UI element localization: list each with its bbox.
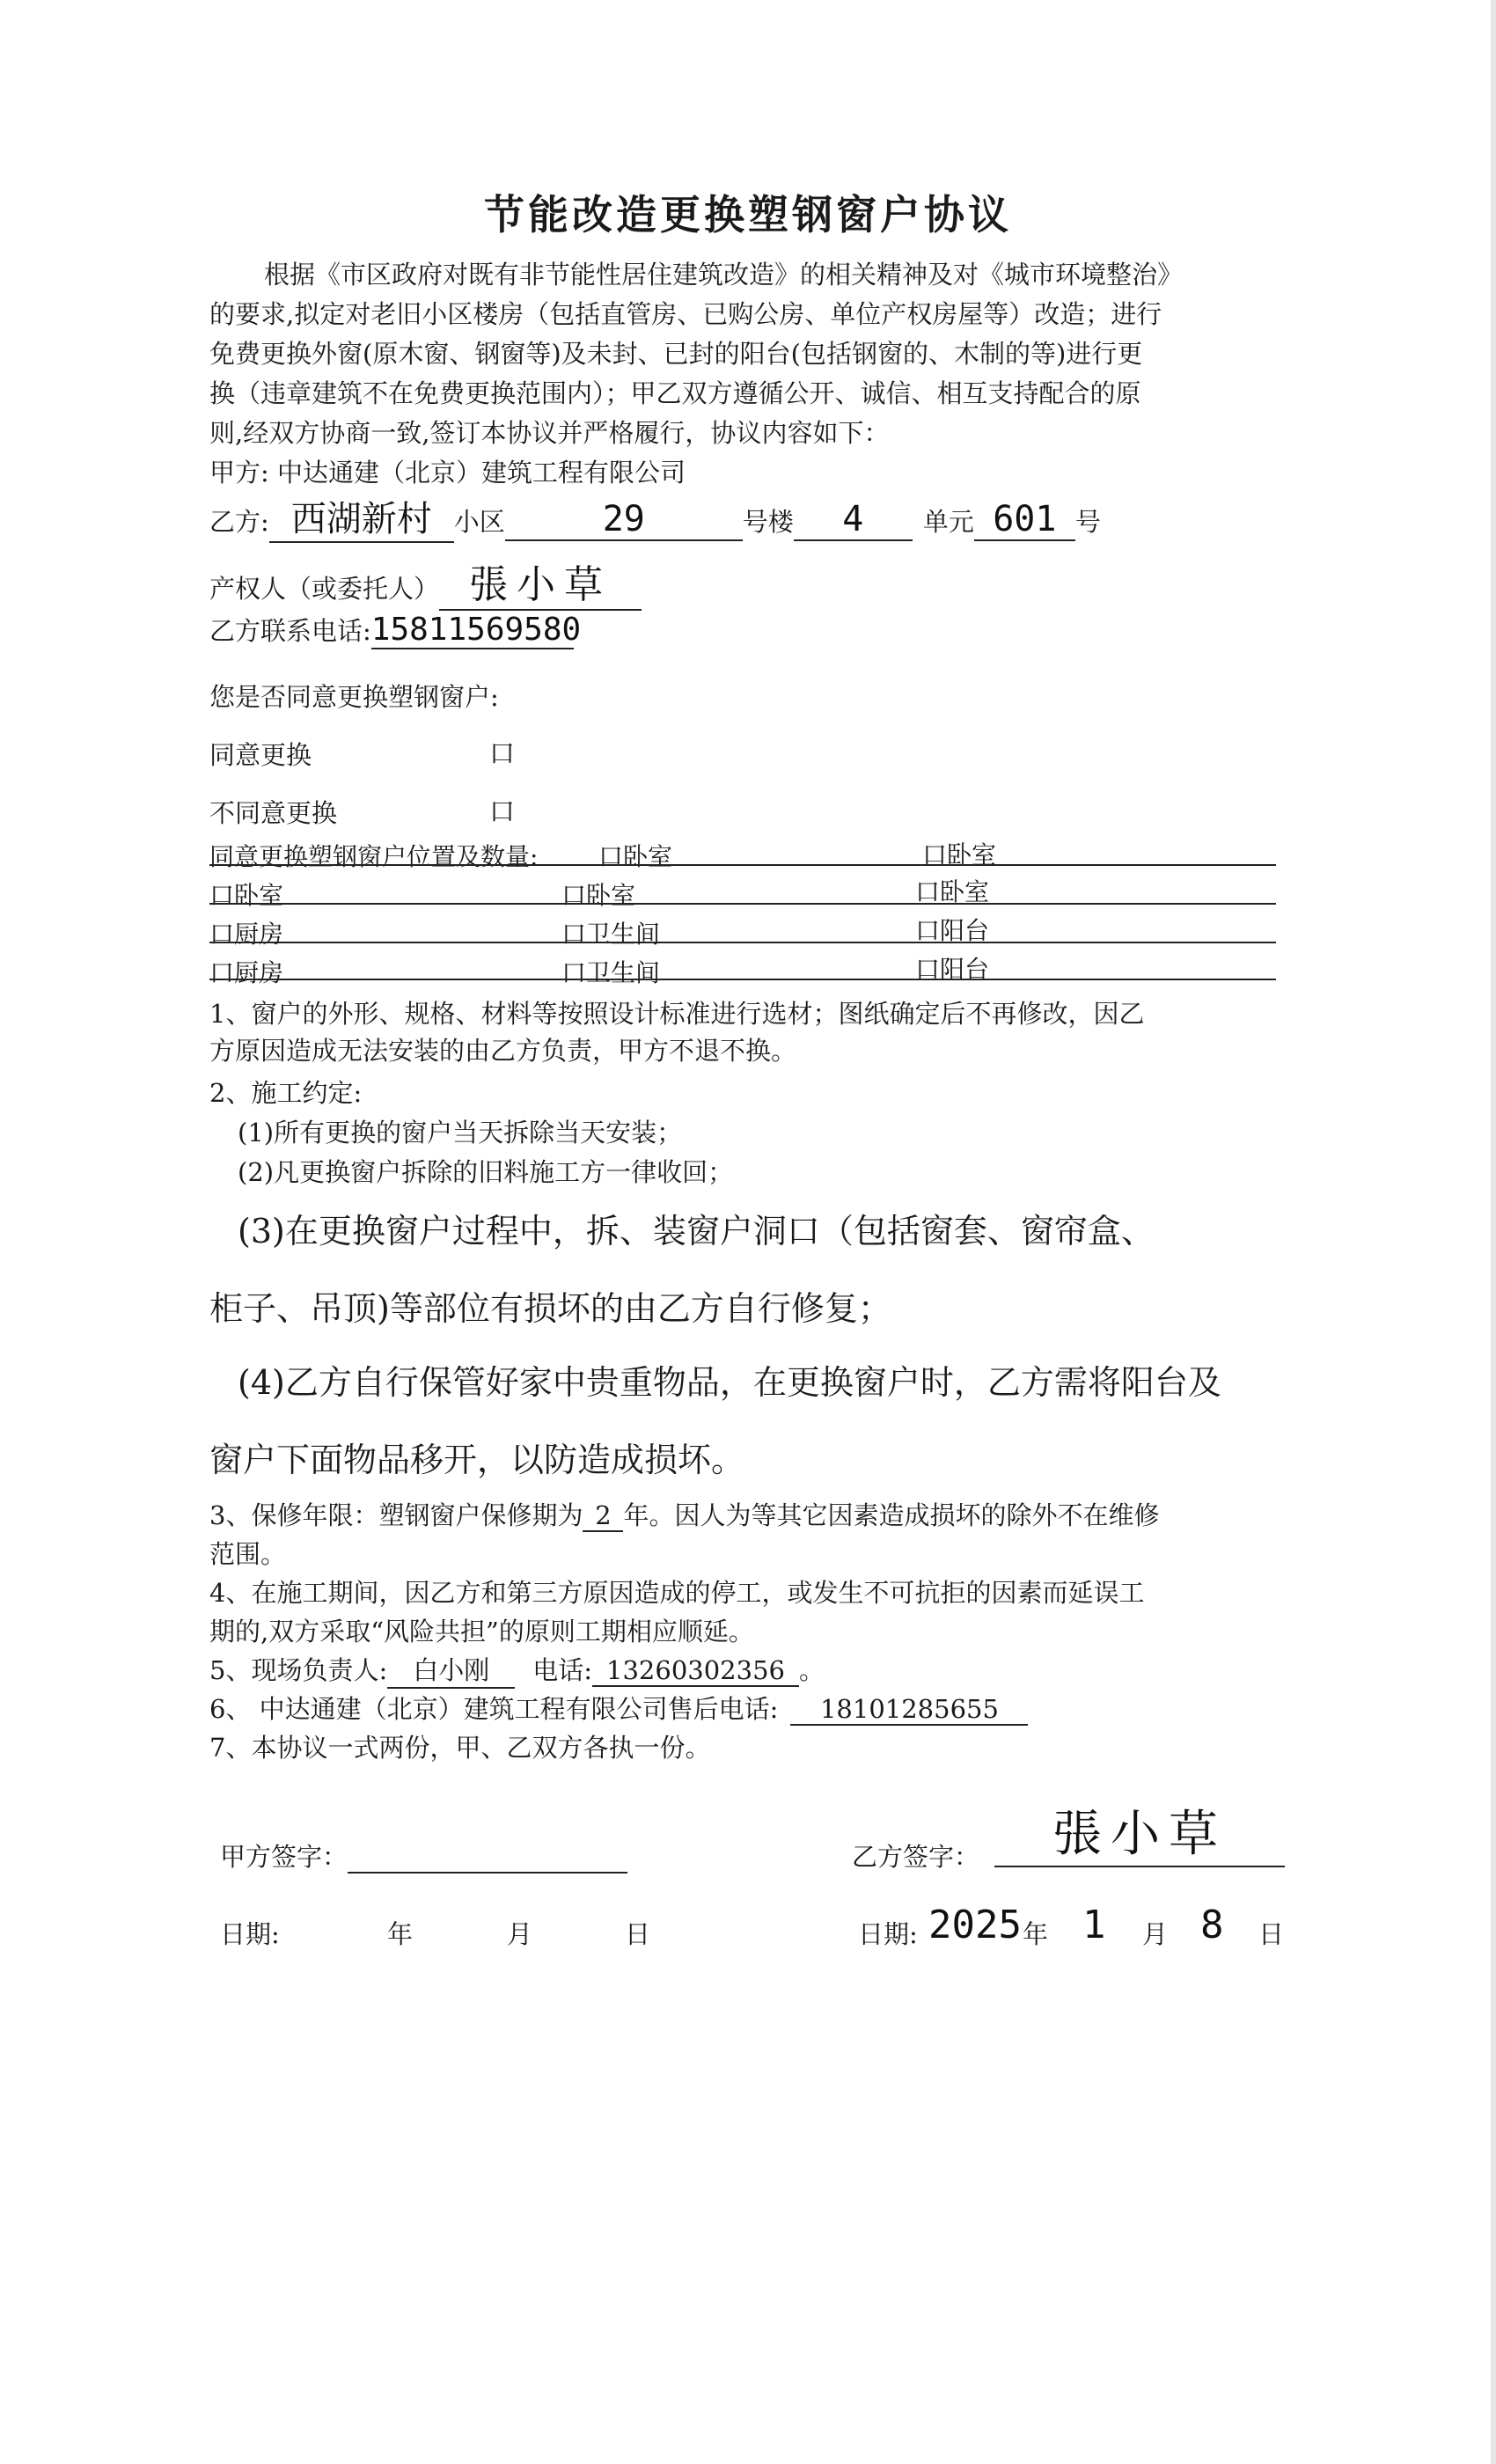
intro-line-4: 换（违章建筑不在免费更换范围内）；甲乙双方遵循公开、诚信、相互支持配合的原 [209, 378, 1141, 408]
party-b-date-day: 日 [1258, 1919, 1285, 1949]
position-r1-c1[interactable]: 口卧室 [561, 881, 636, 910]
building-suffix: 号楼 [742, 507, 794, 537]
party-b-date-day-value[interactable]: 8 [1200, 1903, 1224, 1947]
owner-label: 产权人（或委托人） [209, 574, 440, 604]
table-rule-1 [209, 864, 1276, 866]
position-r1-c0[interactable]: 口卧室 [209, 881, 284, 910]
table-rule-3 [209, 942, 1276, 943]
intro-line-2: 的要求,拟定对老旧小区楼房（包括直管房、已购公房、单位产权房屋等）改造；进行 [209, 299, 1162, 329]
clause6-prefix: 6、 中达通建（北京）建筑工程有限公司售后电话: [209, 1694, 779, 1724]
agree-label: 同意更换 [209, 740, 312, 770]
party-a-date-month[interactable]: 月 [507, 1919, 533, 1949]
party-b [209, 491, 1101, 543]
consent-question: 您是否同意更换塑钢窗户: [209, 682, 499, 712]
clause6 [209, 1690, 1028, 1726]
warranty-years[interactable]: 2 [583, 1500, 623, 1532]
disagree-checkbox[interactable]: 口 [489, 796, 516, 826]
party-a-sign-label: 甲方签字： [220, 1842, 348, 1872]
clause2-item-3-line-1: (3)在更换窗户过程中，拆、装窗户洞口（包括窗套、窗帘盒、 [238, 1212, 1155, 1250]
party-b-date-label: 日期: [858, 1919, 918, 1949]
party-a [209, 453, 686, 489]
position-r3-c1[interactable]: 口卫生间 [561, 958, 661, 987]
position-r2-c2[interactable]: 口阳台 [915, 916, 990, 945]
party-a-label: 甲方: [209, 458, 269, 488]
clause2-item-2: (2)凡更换窗户拆除的旧料施工方一律收回； [238, 1157, 734, 1187]
party-a-date-day[interactable]: 日 [625, 1919, 651, 1949]
positions-header: 同意更换塑钢窗户位置及数量: [209, 842, 539, 871]
party-b-date-month-value[interactable]: 1 [1082, 1903, 1106, 1947]
unit-field[interactable]: 4 [794, 499, 913, 541]
clause5 [209, 1651, 825, 1689]
community-field[interactable]: 西湖新村 [269, 491, 454, 543]
phone-row [209, 612, 582, 649]
building-field[interactable]: 29 [505, 499, 743, 541]
position-r2-c1[interactable]: 口卫生间 [561, 920, 661, 949]
clause3-line-1 [209, 1496, 1159, 1532]
clause2-item-3-line-2: 柜子、吊顶)等部位有损坏的由乙方自行修复； [209, 1289, 891, 1328]
position-r0-c1[interactable]: 口卧室 [598, 842, 673, 871]
position-r3-c0[interactable]: 口厨房 [209, 958, 284, 987]
party-b-date-year: 年 [1023, 1919, 1049, 1949]
clause2-item-4-line-2: 窗户下面物品移开，以防造成损坏。 [209, 1441, 745, 1479]
party-a-signature-line[interactable] [348, 1844, 627, 1874]
clause1-line-2: 方原因造成无法安装的由乙方负责，甲方不退不换。 [209, 1036, 797, 1066]
clause7: 7、本协议一式两份，甲、乙双方各执一份。 [209, 1733, 711, 1763]
phone-field[interactable]: 15811569580 [370, 612, 582, 648]
clause3-suffix: 年。因人为等其它因素造成损坏的除外不在维修 [623, 1500, 1160, 1530]
owner-signature[interactable]: 張小草 [439, 553, 642, 611]
room-field[interactable]: 601 [974, 499, 1075, 541]
clause4-line-2: 期的,双方采取“风险共担”的原则工期相应顺延。 [209, 1617, 754, 1646]
phone-label: 乙方联系电话: [209, 616, 371, 646]
scan-edge [1491, 0, 1496, 2464]
table-rule-4 [209, 979, 1276, 980]
agree-checkbox[interactable]: 口 [489, 738, 516, 768]
table-rule-2 [209, 903, 1276, 905]
party-a-value: 中达通建（北京）建筑工程有限公司 [277, 458, 686, 488]
party-b-date-month: 月 [1142, 1919, 1169, 1949]
intro-line-1: 根据《市区政府对既有非节能性居住建筑改造》的相关精神及对《城市环境整治》 [264, 260, 1184, 290]
intro-line-3: 免费更换外窗(原木窗、钢窗等)及未封、已封的阳台(包括钢窗的、木制的等)进行更 [209, 339, 1143, 369]
party-a-date-label: 日期: [220, 1919, 280, 1949]
party-b-date-year-value[interactable]: 2025 [928, 1903, 1022, 1947]
clause3-line-2: 范围。 [209, 1539, 287, 1569]
position-r3-c2[interactable]: 口阳台 [915, 955, 990, 984]
party-b-signature[interactable]: 張小草 [994, 1795, 1285, 1867]
room-suffix: 号 [1074, 507, 1101, 537]
community-suffix: 小区 [453, 507, 505, 537]
position-r0-c2[interactable]: 口卧室 [922, 840, 997, 869]
clause5-end: 。 [799, 1655, 825, 1685]
clause1-line-1: 1、窗户的外形、规格、材料等按照设计标准进行选材；图纸确定后不再修改，因乙 [209, 999, 1145, 1029]
clause3-prefix: 3、保修年限：塑钢窗户保修期为 [209, 1500, 583, 1530]
owner-row [209, 553, 642, 611]
position-r2-c0[interactable]: 口厨房 [209, 920, 284, 949]
clause5-prefix: 5、现场负责人: [209, 1655, 388, 1685]
party-b-label: 乙方: [209, 507, 269, 537]
clause2-item-4-line-1: (4)乙方自行保管好家中贵重物品，在更换窗户时，乙方需将阳台及 [238, 1363, 1221, 1402]
party-b-sign-label: 乙方签字： [852, 1842, 980, 1872]
clause2-heading: 2、施工约定: [209, 1078, 363, 1108]
disagree-label: 不同意更换 [209, 798, 338, 828]
site-manager-phone[interactable]: 13260302356 [592, 1655, 799, 1687]
clause4-line-1: 4、在施工期间，因乙方和第三方原因造成的停工，或发生不可抗拒的因素而延误工 [209, 1578, 1145, 1608]
party-a-signature-row [220, 1837, 627, 1874]
clause5-mid: 电话: [532, 1655, 593, 1685]
unit-suffix: 单元 [922, 507, 974, 537]
clause2-item-1: (1)所有更换的窗户当天拆除当天安装； [238, 1118, 683, 1148]
page-title: 节能改造更换塑钢窗户协议 [484, 191, 1012, 238]
site-manager-name[interactable]: 白小刚 [387, 1651, 515, 1689]
intro-line-5: 则,经双方协商一致,签订本协议并严格履行，协议内容如下： [209, 418, 890, 448]
party-a-date-year[interactable]: 年 [387, 1919, 414, 1949]
after-sales-phone[interactable]: 18101285655 [790, 1694, 1028, 1726]
position-r1-c2[interactable]: 口卧室 [915, 877, 990, 906]
